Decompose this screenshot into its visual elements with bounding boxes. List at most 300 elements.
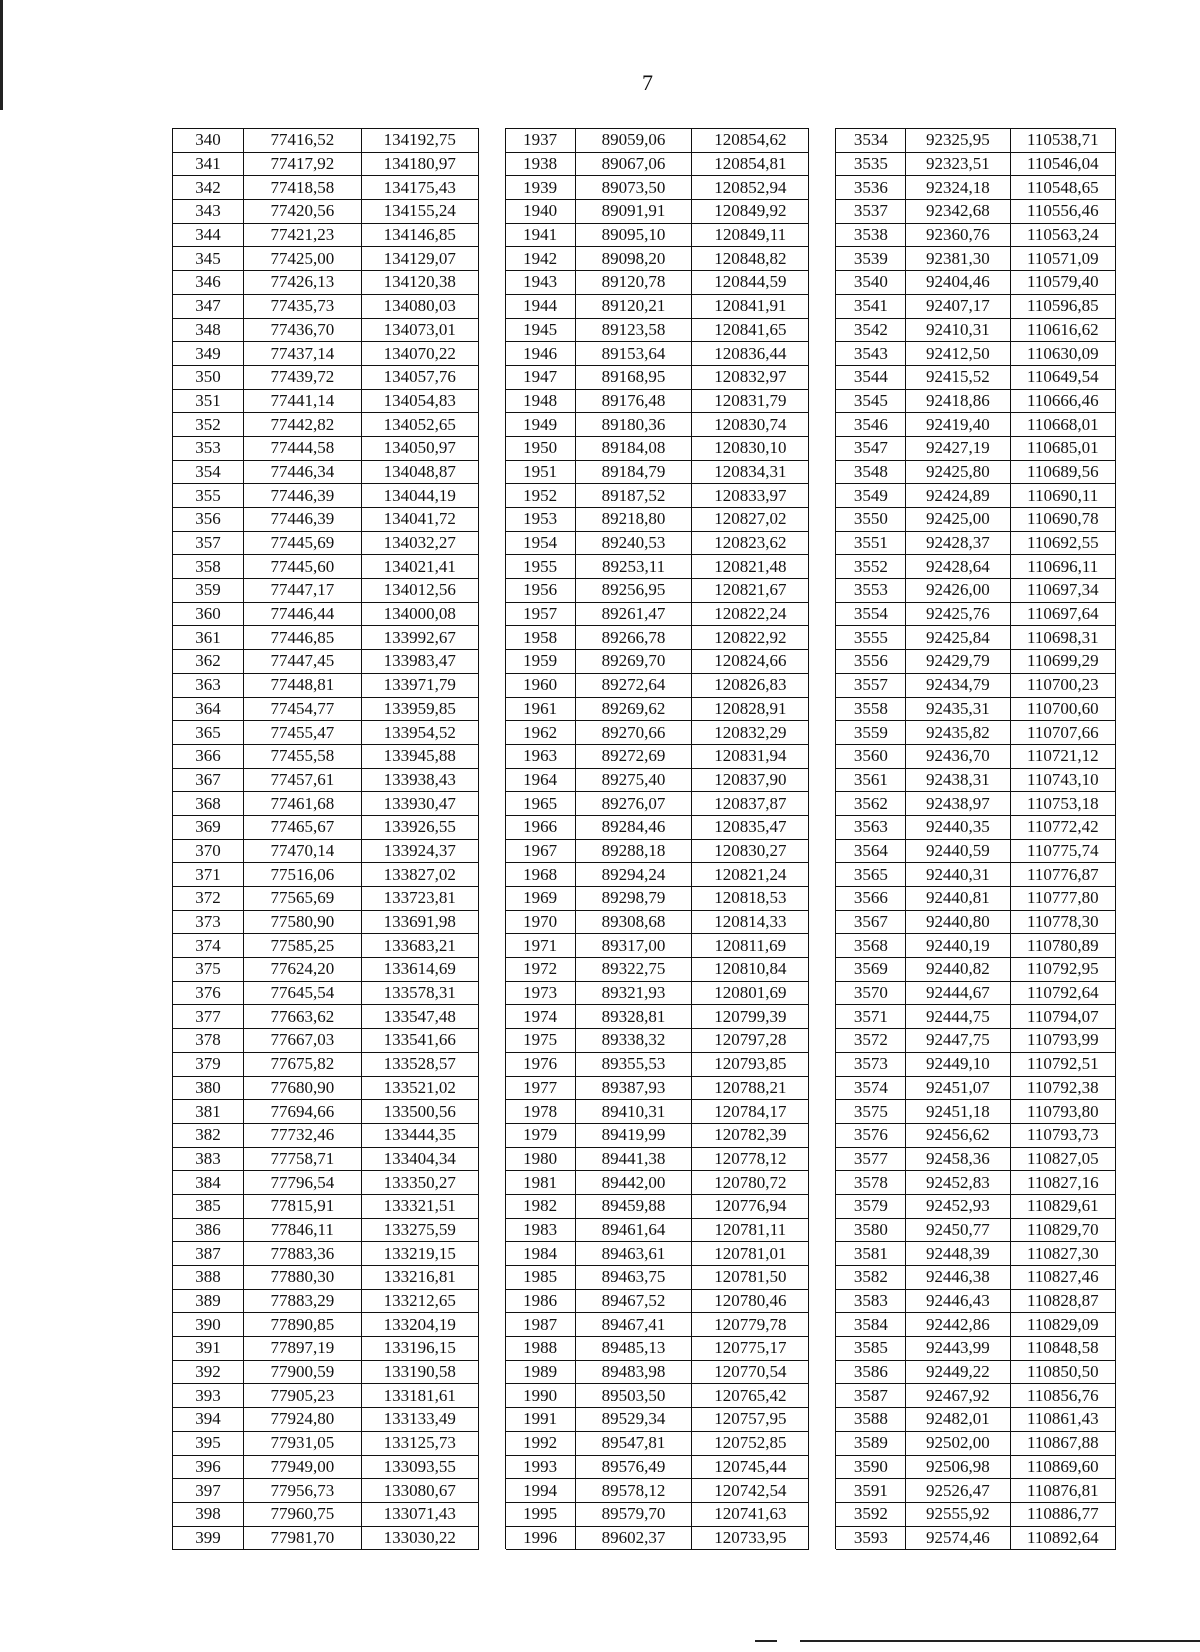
column-gap (478, 863, 505, 887)
table-row (173, 1526, 1116, 1550)
column-gap (478, 768, 505, 792)
y-coordinate-cell: 110867,88 (1010, 1431, 1115, 1455)
point-number-cell: 1949 (505, 413, 575, 437)
x-coordinate-cell: 92424,89 (906, 484, 1010, 508)
point-number-cell: 382 (173, 1123, 244, 1147)
column-gap (809, 721, 836, 745)
y-coordinate-cell: 120781,11 (692, 1218, 809, 1242)
point-number-cell: 3588 (836, 1408, 906, 1432)
table-row (173, 958, 1116, 982)
y-coordinate-cell: 133219,15 (361, 1242, 478, 1266)
x-coordinate-cell: 92442,86 (906, 1313, 1010, 1337)
column-gap (809, 460, 836, 484)
page-number: 7 (642, 70, 653, 95)
point-number-cell: 1981 (505, 1171, 575, 1195)
point-number-cell: 346 (173, 271, 244, 295)
x-coordinate-cell: 89059,06 (575, 129, 692, 153)
y-coordinate-cell: 120811,69 (692, 934, 809, 958)
x-coordinate-cell: 77446,85 (243, 626, 361, 650)
point-number-cell: 3557 (836, 673, 906, 697)
column-gap (809, 1313, 836, 1337)
x-coordinate-cell: 89180,36 (575, 413, 692, 437)
point-number-cell: 3545 (836, 389, 906, 413)
table-row (173, 1313, 1116, 1337)
table-row (173, 981, 1116, 1005)
point-number-cell: 1989 (505, 1360, 575, 1384)
point-number-cell: 3586 (836, 1360, 906, 1384)
column-gap (809, 555, 836, 579)
footer-rule (800, 1640, 1200, 1642)
x-coordinate-cell: 77445,60 (243, 555, 361, 579)
x-coordinate-cell: 92440,19 (906, 934, 1010, 958)
column-gap (809, 602, 836, 626)
column-gap (478, 413, 505, 437)
column-gap (809, 1005, 836, 1029)
y-coordinate-cell: 110698,31 (1010, 626, 1115, 650)
x-coordinate-cell: 92324,18 (906, 176, 1010, 200)
x-coordinate-cell: 77565,69 (243, 887, 361, 911)
x-coordinate-cell: 92410,31 (906, 318, 1010, 342)
point-number-cell: 1937 (505, 129, 575, 153)
y-coordinate-cell: 120841,65 (692, 318, 809, 342)
y-coordinate-cell: 110886,77 (1010, 1502, 1115, 1526)
y-coordinate-cell: 110792,95 (1010, 958, 1115, 982)
y-coordinate-cell: 110794,07 (1010, 1005, 1115, 1029)
point-number-cell: 1940 (505, 200, 575, 224)
x-coordinate-cell: 89483,98 (575, 1360, 692, 1384)
table-row (173, 697, 1116, 721)
y-coordinate-cell: 110546,04 (1010, 152, 1115, 176)
column-gap (478, 1455, 505, 1479)
x-coordinate-cell: 77420,56 (243, 200, 361, 224)
point-number-cell: 362 (173, 650, 244, 674)
y-coordinate-cell: 110793,99 (1010, 1029, 1115, 1053)
column-gap (809, 223, 836, 247)
x-coordinate-cell: 89266,78 (575, 626, 692, 650)
y-coordinate-cell: 134120,38 (361, 271, 478, 295)
point-number-cell: 1971 (505, 934, 575, 958)
y-coordinate-cell: 110861,43 (1010, 1408, 1115, 1432)
y-coordinate-cell: 120824,66 (692, 650, 809, 674)
point-number-cell: 357 (173, 531, 244, 555)
x-coordinate-cell: 89467,52 (575, 1289, 692, 1313)
y-coordinate-cell: 120832,97 (692, 365, 809, 389)
column-gap (478, 887, 505, 911)
table-row (173, 792, 1116, 816)
table-row (173, 1337, 1116, 1361)
column-gap (478, 1502, 505, 1526)
point-number-cell: 394 (173, 1408, 244, 1432)
point-number-cell: 3555 (836, 626, 906, 650)
point-number-cell: 1957 (505, 602, 575, 626)
point-number-cell: 1947 (505, 365, 575, 389)
column-gap (809, 1052, 836, 1076)
point-number-cell: 373 (173, 910, 244, 934)
x-coordinate-cell: 92452,93 (906, 1194, 1010, 1218)
x-coordinate-cell: 92428,64 (906, 555, 1010, 579)
column-gap (809, 1289, 836, 1313)
y-coordinate-cell: 110690,11 (1010, 484, 1115, 508)
y-coordinate-cell: 120814,33 (692, 910, 809, 934)
x-coordinate-cell: 92435,31 (906, 697, 1010, 721)
x-coordinate-cell: 89503,50 (575, 1384, 692, 1408)
y-coordinate-cell: 110616,62 (1010, 318, 1115, 342)
column-gap (809, 1076, 836, 1100)
y-coordinate-cell: 134000,08 (361, 602, 478, 626)
y-coordinate-cell: 134021,41 (361, 555, 478, 579)
y-coordinate-cell: 120818,53 (692, 887, 809, 911)
x-coordinate-cell: 89467,41 (575, 1313, 692, 1337)
point-number-cell: 388 (173, 1266, 244, 1290)
point-number-cell: 1974 (505, 1005, 575, 1029)
y-coordinate-cell: 133521,02 (361, 1076, 478, 1100)
column-gap (809, 815, 836, 839)
point-number-cell: 3579 (836, 1194, 906, 1218)
point-number-cell: 349 (173, 342, 244, 366)
column-gap (478, 1052, 505, 1076)
point-number-cell: 358 (173, 555, 244, 579)
point-number-cell: 356 (173, 508, 244, 532)
y-coordinate-cell: 110850,50 (1010, 1360, 1115, 1384)
y-coordinate-cell: 110707,66 (1010, 721, 1115, 745)
y-coordinate-cell: 110538,71 (1010, 129, 1115, 153)
x-coordinate-cell: 77455,47 (243, 721, 361, 745)
y-coordinate-cell: 120810,84 (692, 958, 809, 982)
point-number-cell: 1969 (505, 887, 575, 911)
y-coordinate-cell: 134044,19 (361, 484, 478, 508)
y-coordinate-cell: 120741,63 (692, 1502, 809, 1526)
point-number-cell: 3561 (836, 768, 906, 792)
x-coordinate-cell: 77883,29 (243, 1289, 361, 1313)
point-number-cell: 1990 (505, 1384, 575, 1408)
y-coordinate-cell: 120781,50 (692, 1266, 809, 1290)
point-number-cell: 1983 (505, 1218, 575, 1242)
point-number-cell: 3567 (836, 910, 906, 934)
point-number-cell: 3578 (836, 1171, 906, 1195)
y-coordinate-cell: 133954,52 (361, 721, 478, 745)
x-coordinate-cell: 92446,43 (906, 1289, 1010, 1313)
column-gap (478, 318, 505, 342)
point-number-cell: 1961 (505, 697, 575, 721)
column-gap (478, 815, 505, 839)
x-coordinate-cell: 77949,00 (243, 1455, 361, 1479)
x-coordinate-cell: 77437,14 (243, 342, 361, 366)
x-coordinate-cell: 77446,34 (243, 460, 361, 484)
x-coordinate-cell: 77585,25 (243, 934, 361, 958)
y-coordinate-cell: 134175,43 (361, 176, 478, 200)
column-gap (809, 176, 836, 200)
column-gap (478, 744, 505, 768)
point-number-cell: 378 (173, 1029, 244, 1053)
x-coordinate-cell: 92467,92 (906, 1384, 1010, 1408)
point-number-cell: 348 (173, 318, 244, 342)
y-coordinate-cell: 110699,29 (1010, 650, 1115, 674)
x-coordinate-cell: 77441,14 (243, 389, 361, 413)
x-coordinate-cell: 92429,79 (906, 650, 1010, 674)
point-number-cell: 1955 (505, 555, 575, 579)
column-gap (809, 152, 836, 176)
point-number-cell: 1939 (505, 176, 575, 200)
y-coordinate-cell: 110856,76 (1010, 1384, 1115, 1408)
point-number-cell: 379 (173, 1052, 244, 1076)
y-coordinate-cell: 134192,75 (361, 129, 478, 153)
column-gap (809, 1029, 836, 1053)
x-coordinate-cell: 92482,01 (906, 1408, 1010, 1432)
x-coordinate-cell: 89578,12 (575, 1479, 692, 1503)
point-number-cell: 3593 (836, 1526, 906, 1550)
x-coordinate-cell: 92451,18 (906, 1100, 1010, 1124)
point-number-cell: 3584 (836, 1313, 906, 1337)
table-body (173, 129, 1116, 1550)
point-number-cell: 3562 (836, 792, 906, 816)
y-coordinate-cell: 110829,70 (1010, 1218, 1115, 1242)
point-number-cell: 1988 (505, 1337, 575, 1361)
point-number-cell: 3553 (836, 579, 906, 603)
point-number-cell: 1962 (505, 721, 575, 745)
x-coordinate-cell: 89275,40 (575, 768, 692, 792)
y-coordinate-cell: 134050,97 (361, 436, 478, 460)
x-coordinate-cell: 92446,38 (906, 1266, 1010, 1290)
point-number-cell: 3537 (836, 200, 906, 224)
x-coordinate-cell: 92440,59 (906, 839, 1010, 863)
x-coordinate-cell: 89463,75 (575, 1266, 692, 1290)
y-coordinate-cell: 120852,94 (692, 176, 809, 200)
y-coordinate-cell: 110563,24 (1010, 223, 1115, 247)
table-row (173, 721, 1116, 745)
column-gap (809, 484, 836, 508)
y-coordinate-cell: 120849,92 (692, 200, 809, 224)
x-coordinate-cell: 89410,31 (575, 1100, 692, 1124)
point-number-cell: 3549 (836, 484, 906, 508)
x-coordinate-cell: 77461,68 (243, 792, 361, 816)
y-coordinate-cell: 133959,85 (361, 697, 478, 721)
x-coordinate-cell: 77732,46 (243, 1123, 361, 1147)
y-coordinate-cell: 120799,39 (692, 1005, 809, 1029)
point-number-cell: 3589 (836, 1431, 906, 1455)
table-row (173, 318, 1116, 342)
point-number-cell: 1950 (505, 436, 575, 460)
point-number-cell: 3576 (836, 1123, 906, 1147)
x-coordinate-cell: 89073,50 (575, 176, 692, 200)
column-gap (478, 294, 505, 318)
point-number-cell: 1948 (505, 389, 575, 413)
x-coordinate-cell: 77465,67 (243, 815, 361, 839)
table-row (173, 436, 1116, 460)
y-coordinate-cell: 134032,27 (361, 531, 478, 555)
column-gap (809, 697, 836, 721)
x-coordinate-cell: 77435,73 (243, 294, 361, 318)
column-gap (478, 152, 505, 176)
y-coordinate-cell: 133190,58 (361, 1360, 478, 1384)
x-coordinate-cell: 89184,79 (575, 460, 692, 484)
y-coordinate-cell: 120765,42 (692, 1384, 809, 1408)
x-coordinate-cell: 92419,40 (906, 413, 1010, 437)
point-number-cell: 377 (173, 1005, 244, 1029)
column-gap (478, 1337, 505, 1361)
x-coordinate-cell: 92443,99 (906, 1337, 1010, 1361)
column-gap (809, 1502, 836, 1526)
y-coordinate-cell: 134070,22 (361, 342, 478, 366)
table-row (173, 129, 1116, 153)
x-coordinate-cell: 92425,80 (906, 460, 1010, 484)
y-coordinate-cell: 120778,12 (692, 1147, 809, 1171)
x-coordinate-cell: 92425,00 (906, 508, 1010, 532)
y-coordinate-cell: 134057,76 (361, 365, 478, 389)
y-coordinate-cell: 134041,72 (361, 508, 478, 532)
y-coordinate-cell: 134012,56 (361, 579, 478, 603)
x-coordinate-cell: 92506,98 (906, 1455, 1010, 1479)
point-number-cell: 380 (173, 1076, 244, 1100)
x-coordinate-cell: 92444,75 (906, 1005, 1010, 1029)
x-coordinate-cell: 77815,91 (243, 1194, 361, 1218)
y-coordinate-cell: 110780,89 (1010, 934, 1115, 958)
point-number-cell: 347 (173, 294, 244, 318)
x-coordinate-cell: 92574,46 (906, 1526, 1010, 1550)
point-number-cell: 385 (173, 1194, 244, 1218)
point-number-cell: 1938 (505, 152, 575, 176)
table-row (173, 1384, 1116, 1408)
y-coordinate-cell: 133930,47 (361, 792, 478, 816)
point-number-cell: 1993 (505, 1455, 575, 1479)
column-gap (478, 981, 505, 1005)
x-coordinate-cell: 77446,44 (243, 602, 361, 626)
x-coordinate-cell: 77417,92 (243, 152, 361, 176)
column-gap (809, 673, 836, 697)
point-number-cell: 1952 (505, 484, 575, 508)
x-coordinate-cell: 77470,14 (243, 839, 361, 863)
table-row (173, 1076, 1116, 1100)
x-coordinate-cell: 77956,73 (243, 1479, 361, 1503)
y-coordinate-cell: 133938,43 (361, 768, 478, 792)
x-coordinate-cell: 92434,79 (906, 673, 1010, 697)
point-number-cell: 3570 (836, 981, 906, 1005)
x-coordinate-cell: 92435,82 (906, 721, 1010, 745)
point-number-cell: 3563 (836, 815, 906, 839)
point-number-cell: 3577 (836, 1147, 906, 1171)
y-coordinate-cell: 120801,69 (692, 981, 809, 1005)
y-coordinate-cell: 120822,92 (692, 626, 809, 650)
x-coordinate-cell: 77447,45 (243, 650, 361, 674)
column-gap (809, 1479, 836, 1503)
y-coordinate-cell: 133945,88 (361, 744, 478, 768)
y-coordinate-cell: 133992,67 (361, 626, 478, 650)
column-gap (478, 1194, 505, 1218)
y-coordinate-cell: 110792,38 (1010, 1076, 1115, 1100)
point-number-cell: 1976 (505, 1052, 575, 1076)
point-number-cell: 3536 (836, 176, 906, 200)
x-coordinate-cell: 92440,80 (906, 910, 1010, 934)
column-gap (809, 650, 836, 674)
point-number-cell: 398 (173, 1502, 244, 1526)
point-number-cell: 1951 (505, 460, 575, 484)
x-coordinate-cell: 92436,70 (906, 744, 1010, 768)
x-coordinate-cell: 89355,53 (575, 1052, 692, 1076)
y-coordinate-cell: 120784,17 (692, 1100, 809, 1124)
x-coordinate-cell: 77442,82 (243, 413, 361, 437)
y-coordinate-cell: 133500,56 (361, 1100, 478, 1124)
y-coordinate-cell: 120781,01 (692, 1242, 809, 1266)
table-row (173, 1005, 1116, 1029)
y-coordinate-cell: 110697,64 (1010, 602, 1115, 626)
x-coordinate-cell: 89253,11 (575, 555, 692, 579)
table-row (173, 1455, 1116, 1479)
y-coordinate-cell: 110827,05 (1010, 1147, 1115, 1171)
y-coordinate-cell: 120827,02 (692, 508, 809, 532)
point-number-cell: 3581 (836, 1242, 906, 1266)
table-row (173, 460, 1116, 484)
y-coordinate-cell: 120828,91 (692, 697, 809, 721)
x-coordinate-cell: 92438,31 (906, 768, 1010, 792)
table-row (173, 271, 1116, 295)
x-coordinate-cell: 92448,39 (906, 1242, 1010, 1266)
x-coordinate-cell: 92447,75 (906, 1029, 1010, 1053)
x-coordinate-cell: 89442,00 (575, 1171, 692, 1195)
x-coordinate-cell: 92450,77 (906, 1218, 1010, 1242)
x-coordinate-cell: 77516,06 (243, 863, 361, 887)
column-gap (478, 1242, 505, 1266)
point-number-cell: 3566 (836, 887, 906, 911)
x-coordinate-cell: 77454,77 (243, 697, 361, 721)
point-number-cell: 3587 (836, 1384, 906, 1408)
y-coordinate-cell: 134073,01 (361, 318, 478, 342)
y-coordinate-cell: 110697,34 (1010, 579, 1115, 603)
y-coordinate-cell: 120854,81 (692, 152, 809, 176)
y-coordinate-cell: 120830,10 (692, 436, 809, 460)
x-coordinate-cell: 89269,70 (575, 650, 692, 674)
x-coordinate-cell: 89091,91 (575, 200, 692, 224)
x-coordinate-cell: 92425,76 (906, 602, 1010, 626)
x-coordinate-cell: 92360,76 (906, 223, 1010, 247)
point-number-cell: 1987 (505, 1313, 575, 1337)
y-coordinate-cell: 120831,79 (692, 389, 809, 413)
point-number-cell: 389 (173, 1289, 244, 1313)
y-coordinate-cell: 133133,49 (361, 1408, 478, 1432)
y-coordinate-cell: 133528,57 (361, 1052, 478, 1076)
x-coordinate-cell: 89270,66 (575, 721, 692, 745)
table-row (173, 887, 1116, 911)
point-number-cell: 355 (173, 484, 244, 508)
table-row (173, 413, 1116, 437)
y-coordinate-cell: 133926,55 (361, 815, 478, 839)
y-coordinate-cell: 120782,39 (692, 1123, 809, 1147)
y-coordinate-cell: 120849,11 (692, 223, 809, 247)
point-number-cell: 376 (173, 981, 244, 1005)
column-gap (478, 389, 505, 413)
y-coordinate-cell: 120834,31 (692, 460, 809, 484)
column-gap (478, 555, 505, 579)
column-gap (478, 602, 505, 626)
y-coordinate-cell: 120793,85 (692, 1052, 809, 1076)
column-gap (809, 1171, 836, 1195)
x-coordinate-cell: 77426,13 (243, 271, 361, 295)
point-number-cell: 351 (173, 389, 244, 413)
x-coordinate-cell: 77445,69 (243, 531, 361, 555)
x-coordinate-cell: 89095,10 (575, 223, 692, 247)
table-row (173, 768, 1116, 792)
table-row (173, 531, 1116, 555)
column-gap (478, 1431, 505, 1455)
x-coordinate-cell: 77897,19 (243, 1337, 361, 1361)
y-coordinate-cell: 110827,46 (1010, 1266, 1115, 1290)
x-coordinate-cell: 92526,47 (906, 1479, 1010, 1503)
x-coordinate-cell: 89529,34 (575, 1408, 692, 1432)
x-coordinate-cell: 77416,52 (243, 129, 361, 153)
column-gap (478, 484, 505, 508)
y-coordinate-cell: 120780,72 (692, 1171, 809, 1195)
y-coordinate-cell: 133971,79 (361, 673, 478, 697)
point-number-cell: 3550 (836, 508, 906, 532)
y-coordinate-cell: 133723,81 (361, 887, 478, 911)
